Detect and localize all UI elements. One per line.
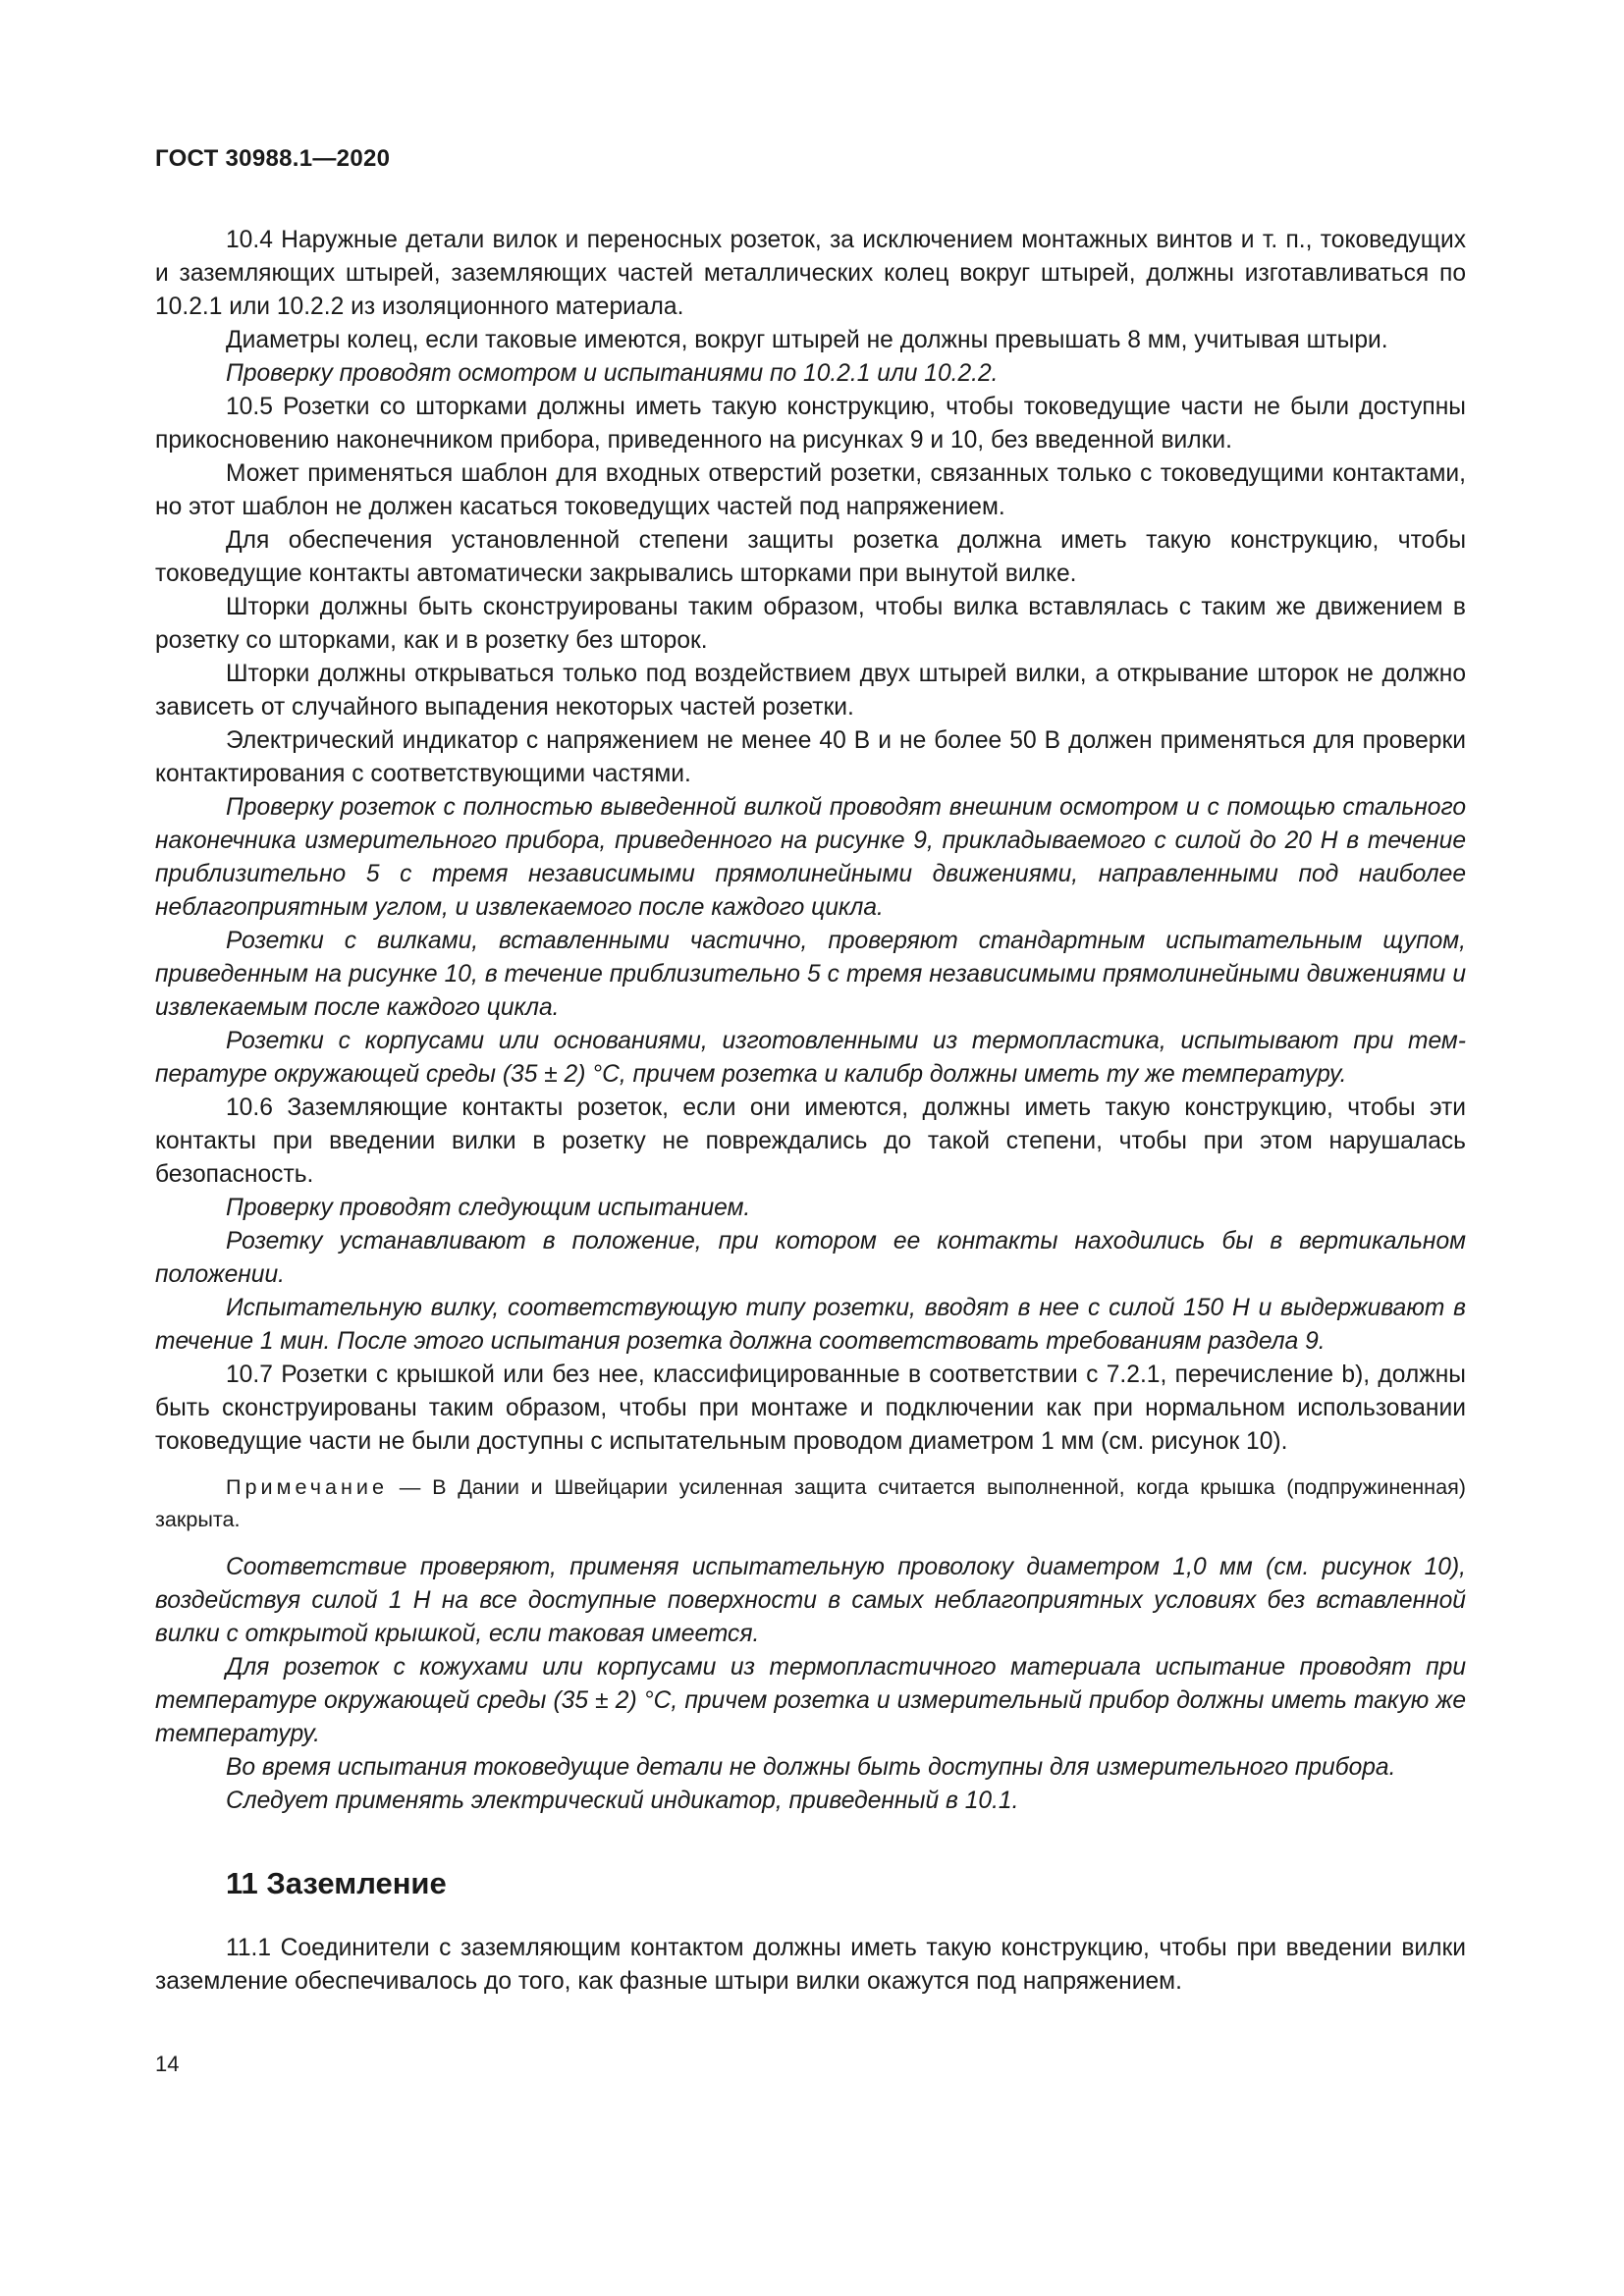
note-text: — В Дании и Швейцарии усиленная защита считается выполненной, когда крышка (подпружиненная) закрыта. bbox=[155, 1474, 1466, 1531]
paragraph-check: Проверку проводят следующим испытанием. bbox=[226, 1195, 751, 1221]
paragraph-check: Розетки с вилками, вставленными частично, проверяют стандартным испытательным щупом, приведенным на рисунке 10, в течение приблизительно 5 с тремя независимыми прямолинейными движениями и извлекаемым после каждого цикла. bbox=[155, 928, 1466, 1021]
section-heading: 11 Заземление bbox=[226, 1866, 447, 1900]
paragraph-10-4: 10.4 Наружные детали вилок и переносных розеток, за исключением монтажных винтов и т. п., токоведущих и заземляющих штырей, заземляющих частей металлических колец вокруг штырей, должны изготавливаться по 10.2.1 или 10.2.2 из изоляционного материала. bbox=[155, 227, 1466, 320]
note bbox=[155, 1470, 1466, 1535]
paragraph-check: Проверку проводят осмотром и испытаниями по 10.2.1 или 10.2.2. bbox=[226, 360, 999, 387]
page-number: 14 bbox=[155, 2052, 180, 2076]
paragraph-check: Розетку устанавливают в положение, при котором ее контакты находились бы в вертикальном положении. bbox=[155, 1228, 1466, 1288]
paragraph: Для обеспечения установленной степени защиты розетка должна иметь такую конструкцию, чтобы токоведущие контакты автоматически закрывались шторками при вынутой вилке. bbox=[155, 527, 1466, 587]
paragraph-check: Испытательную вилку, соответствующую типу розетки, вводят в нее с силой 150 Н и выдерживают в течение 1 мин. После этого испытания розетка должна соответствовать требованиям раздела 9. bbox=[155, 1295, 1466, 1355]
paragraph: Может применяться шаблон для входных отверстий розетки, связанных только с токоведущими контактами, но этот шаблон не должен касаться токоведущих частей под напряжением. bbox=[155, 460, 1466, 520]
paragraph-10-5: 10.5 Розетки со шторками должны иметь такую конструкцию, чтобы токоведущие части не были доступны прикосновению наконечником прибора, приведенного на рисунках 9 и 10, без введенной вилки. bbox=[155, 394, 1466, 454]
paragraph-check: Следует применять электрический индикатор, приведенный в 10.1. bbox=[226, 1788, 1019, 1814]
paragraph-11-1: 11.1 Соединители с заземляющим контактом должны иметь такую конструкцию, чтобы при введении вилки заземление обеспечивалось до того, как фазные штыри вилки окажутся под напряжением. bbox=[155, 1935, 1466, 1995]
paragraph-10-7: 10.7 Розетки с крышкой или без нее, классифицированные в соответствии с 7.2.1, перечисление b), должны быть сконструированы таким образом, чтобы при монтаже и подключении как при нормальном использовании токоведущие части не были доступны с испытательным проводом диаметром 1 мм (см. рисунок 10). bbox=[155, 1362, 1466, 1455]
paragraph: Электрический индикатор с напряжением не менее 40 В и не более 50 В должен применяться для проверки контактирования с соответствующими частями. bbox=[155, 727, 1466, 787]
document-header: ГОСТ 30988.1—2020 bbox=[155, 145, 391, 172]
paragraph-check: Для розеток с кожухами или корпусами из термопластичного материала испытание проводят при температуре окружающей среды (35 ± 2) °С, причем розетка и измерительный прибор должны иметь такую же температуру. bbox=[155, 1654, 1466, 1747]
paragraph-10-6: 10.6 Заземляющие контакты розеток, если они имеются, должны иметь такую конструкцию, чтобы эти контакты при введении вилки в розетку не повреждались до такой степени, чтобы при этом нарушалась безопасность. bbox=[155, 1095, 1466, 1188]
paragraph-check: Проверку розеток с полностью выведенной вилкой проводят внешним осмотром и с помощью стального наконечника измерительного прибора, приведенного на рисунке 9, прикладываемого с силой до 20 Н в течение приблизительно 5 с тремя независимыми прямолинейными движениями, направленными под наиболее неблагоприятным углом, и извлекаемого после каждого цикла. bbox=[155, 794, 1466, 921]
note-label: Примечание bbox=[226, 1474, 388, 1499]
paragraph-check: Соответствие проверяют, применяя испытательную проволоку диаметром 1,0 мм (см. рисунок 10), воздействуя силой 1 Н на все доступные поверхности в самых неблагоприятных условиях без вставленной вилки с открытой крышкой, если таковая имеется. bbox=[155, 1554, 1466, 1647]
document-body bbox=[155, 224, 1466, 1999]
paragraph: Шторки должны быть сконструированы таким образом, чтобы вилка вставлялась с таким же движением в розетку со шторками, как и в розетку без шторок. bbox=[155, 594, 1466, 654]
paragraph: Диаметры колец, если таковые имеются, вокруг штырей не должны превышать 8 мм, учитывая штыри. bbox=[226, 327, 1388, 353]
paragraph-check: Во время испытания токоведущие детали не должны быть доступны для измерительного прибора. bbox=[226, 1754, 1396, 1781]
paragraph: Шторки должны открываться только под воздействием двух штырей вилки, а открывание шторок не должно зависеть от случайного выпадения некоторых частей розетки. bbox=[155, 661, 1466, 721]
paragraph-check: Розетки с корпусами или основаниями, изготовленными из термопластика, испытывают при температуре окружающей среды (35 ± 2) °С, причем розетка и калибр должны иметь ту же температуру. bbox=[155, 1028, 1466, 1088]
